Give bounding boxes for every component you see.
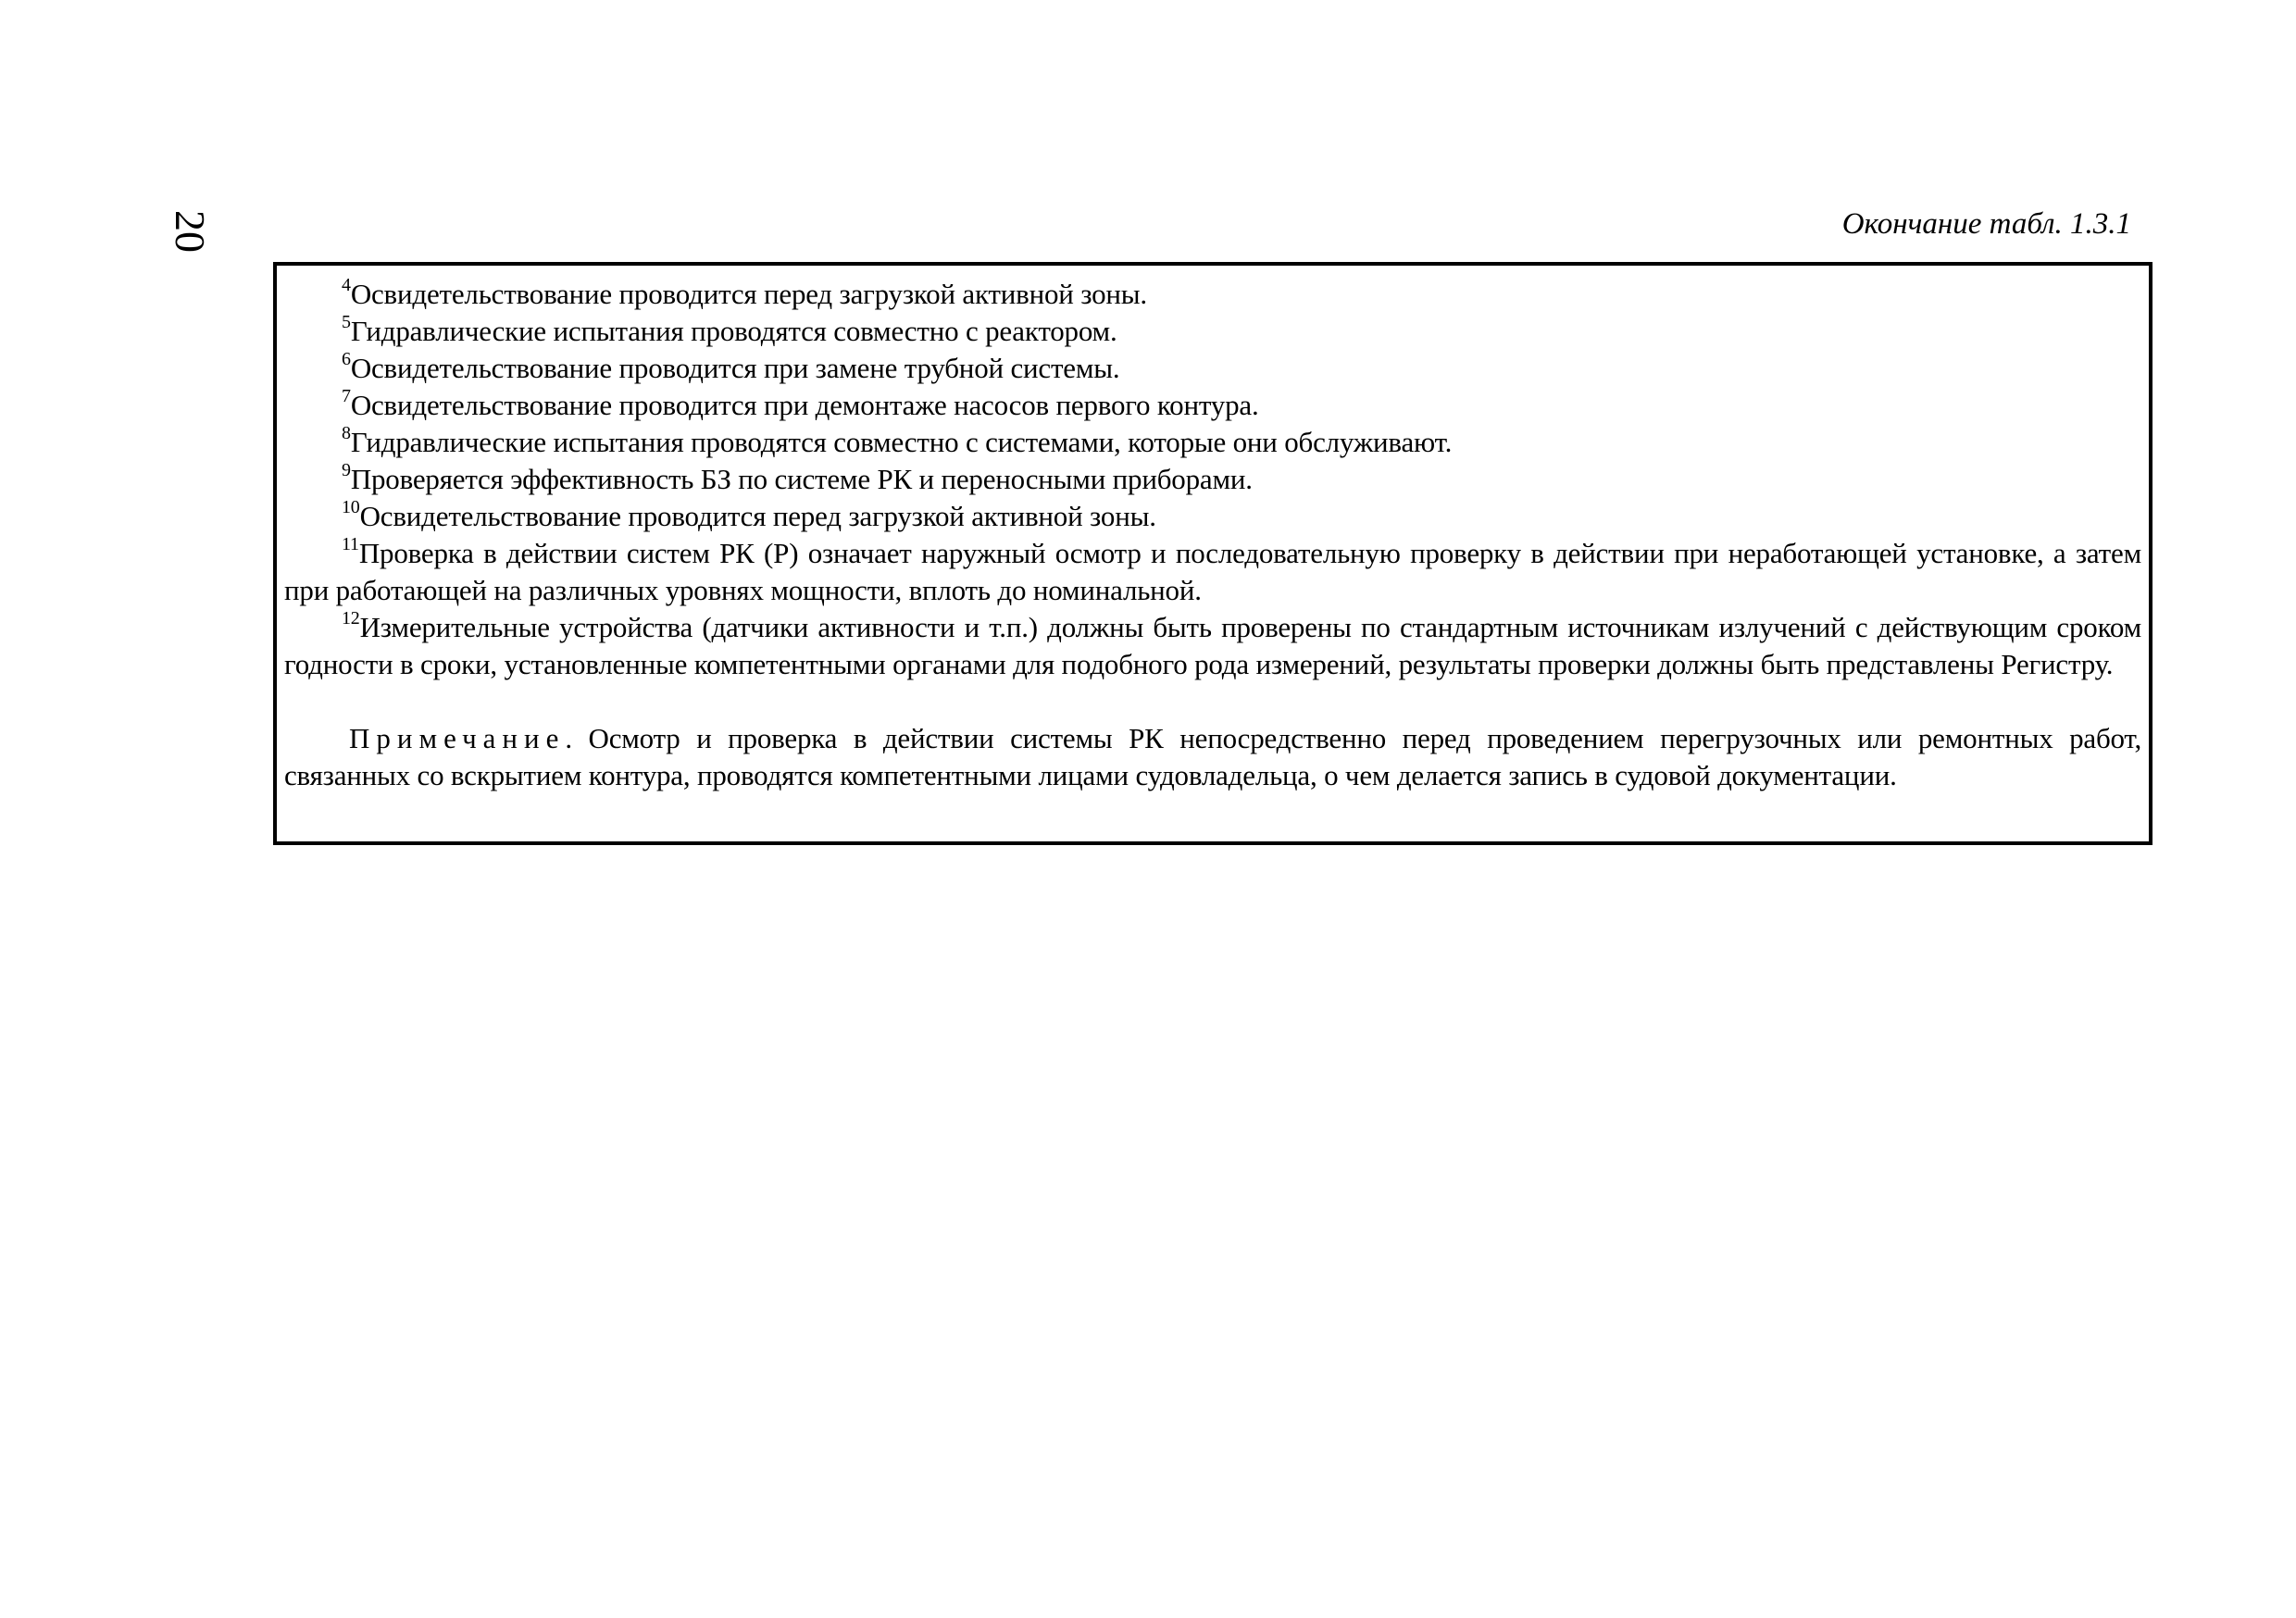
page-number: 20 [167, 210, 214, 253]
footnote-text: Измерительные устройства (датчики активности и т.п.) должны быть проверены по стандартным источникам излучений с действующим сроком годности в сроки, установленные компетентными органами для подобного рода измерений, результаты проверки должны быть представлены Регистру. [284, 611, 2141, 680]
footnote-marker: 6 [342, 349, 351, 369]
footnote-9 [284, 461, 2141, 498]
table-caption: Окончание табл. 1.3.1 [1841, 207, 2131, 241]
footnote-text: Освидетельствование проводится перед загрузкой активной зоны. [359, 500, 1156, 532]
footnote-marker: 9 [342, 460, 351, 480]
note-text: . Осмотр и проверка в действии системы РК непосредственно перед проведением перегрузочных или ремонтных работ, связанных со вскрытием контура, проводятся компетентными лицами судовладельца, о чем делается запись в судовой документации. [284, 722, 2141, 791]
footnote-marker: 4 [342, 275, 351, 295]
table-notes-box [273, 262, 2152, 845]
footnote-text: Освидетельствование проводится при демонтаже насосов первого контура. [350, 389, 1259, 421]
footnote-marker: 12 [342, 608, 360, 629]
footnote-4 [284, 276, 2141, 313]
footnote-6 [284, 350, 2141, 387]
note-heading: Примечание [349, 722, 566, 754]
footnote-text: Гидравлические испытания проводятся совместно с системами, которые они обслуживают. [350, 426, 1453, 458]
footnote-5 [284, 313, 2141, 350]
footnote-marker: 5 [342, 312, 351, 332]
table-note [284, 720, 2141, 794]
footnote-text: Проверка в действии систем РК (Р) означает наружный осмотр и последовательную проверку в действии при неработающей установке, а затем при работающей на различных уровнях мощности, вплоть до номинальной. [284, 537, 2141, 606]
footnote-8 [284, 424, 2141, 461]
footnote-text: Освидетельствование проводится при замене трубной системы. [350, 352, 1120, 384]
footnote-marker: 8 [342, 423, 351, 443]
footnote-text: Гидравлические испытания проводятся совместно с реактором. [350, 315, 1117, 347]
footnote-11 [284, 535, 2141, 609]
footnote-text: Проверяется эффективность БЗ по системе РК и переносными приборами. [350, 463, 1253, 495]
footnote-marker: 11 [342, 534, 359, 554]
footnote-7 [284, 387, 2141, 424]
footnote-12 [284, 609, 2141, 683]
footnote-marker: 7 [342, 386, 351, 406]
footnote-marker: 10 [342, 497, 360, 517]
footnote-10 [284, 498, 2141, 535]
footnote-text: Освидетельствование проводится перед загрузкой активной зоны. [350, 278, 1147, 310]
